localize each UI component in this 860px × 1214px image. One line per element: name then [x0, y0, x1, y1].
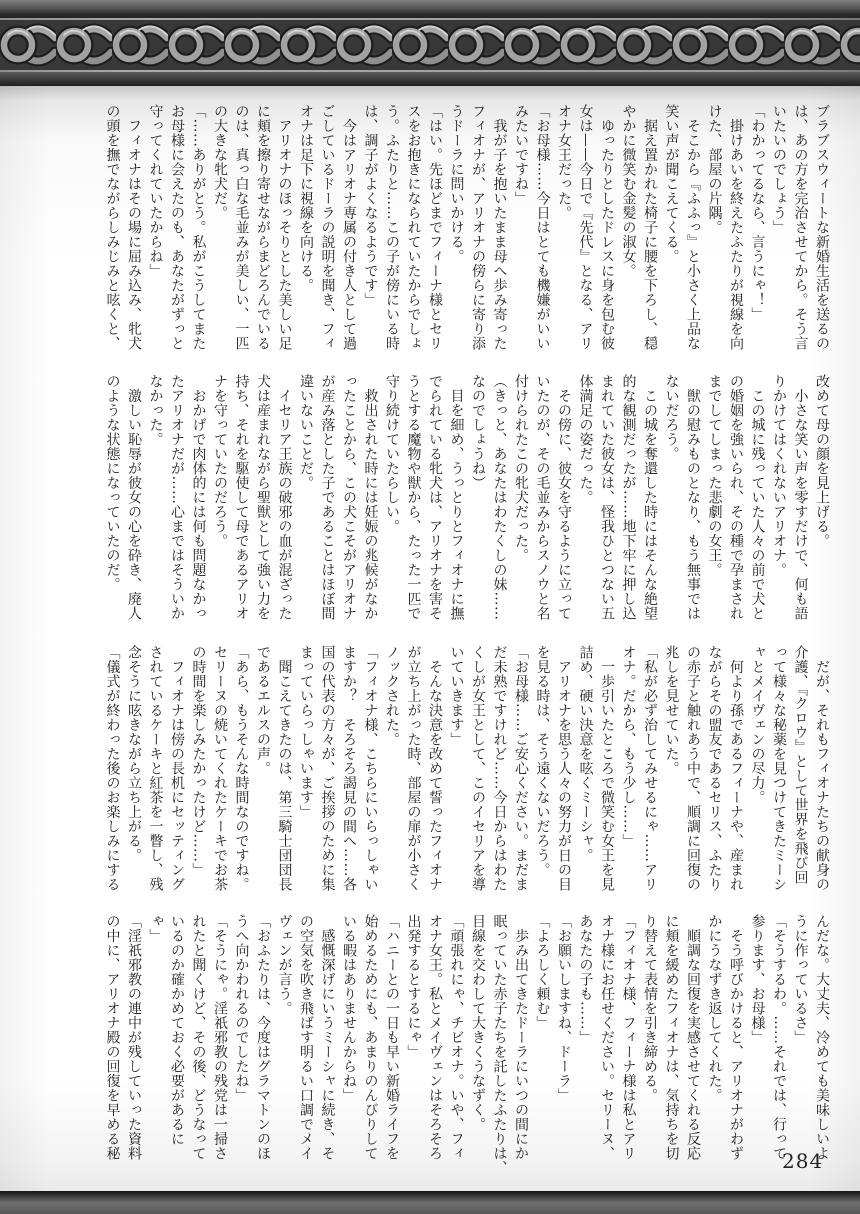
text-column: だ未熟ですけれど……今日からはわた [491, 645, 508, 892]
text-column: 目線を交わして大きくうなずく。 [470, 914, 486, 1132]
text-column: かにうなずき返してくれた。 [706, 914, 723, 1103]
text-column: ノックされた。 [384, 645, 400, 747]
text-column: 「お母様……今日はとても機嫌がいい [534, 104, 551, 351]
text-column: 違いないことだ。 [298, 374, 314, 490]
text-column: 「ハニーとの一日も早い新婚ライフを [384, 914, 400, 1161]
text-column: であるエルスの声。 [255, 645, 271, 776]
text-column: の時間を楽しみたかったけど……」 [190, 645, 207, 877]
text-column: オナ様にお任せください。セリーヌ、 [599, 914, 615, 1161]
text-column: みたいですね」 [513, 104, 529, 206]
text-column: あなたの子も……」 [577, 914, 594, 1045]
text-column: 守ってくれていたからね」 [147, 104, 164, 278]
text-column: って様々な秘薬を見つけてきたミーシ [771, 645, 787, 892]
text-column: うドーラに問いかける。 [448, 104, 465, 264]
text-column: だが、それもフィオナたちの献身の [814, 645, 830, 892]
text-column: ヴェンが言う。 [276, 914, 293, 1016]
text-column: 据え置かれた椅子に腰を下ろし、穏 [642, 104, 658, 351]
text-column: まれていた彼女は、怪我ひとつない五 [599, 374, 615, 621]
text-column: 「よろしく頼む」 [534, 914, 551, 1030]
text-column: 笑い声が聞こえてくる。 [663, 104, 680, 264]
text-column: ナを守っていたのだろう。 [212, 374, 228, 548]
knot-pattern-svg [0, 20, 860, 70]
text-column: 眠っていた赤子たちを託したふたりは、 [491, 914, 508, 1175]
text-column: は、調子がよくなるようです」 [362, 104, 379, 307]
text-column: フィオナが、アリオナの傍らに寄り添 [470, 104, 486, 351]
text-column: り替えて表情を引き締める。 [642, 914, 658, 1103]
text-column: に頬を緩めたフィオナは、気持ちを切 [663, 914, 680, 1161]
text-column: オナは足下に視線を向ける。 [298, 104, 314, 293]
text-column: 「そうにゃ。淫祇邪教の残党は一掃さ [212, 914, 228, 1161]
text-column: （きっと、あなたはわたくしの妹…… [491, 374, 508, 621]
text-column: ますか？ そろそろ謁見の間へ……各 [341, 645, 357, 892]
text-column: フィオナはその場に屈み込み、牝犬 [126, 104, 142, 351]
text-column: ゆったりとしたドレスに身を包む彼 [599, 104, 615, 351]
text-column: 「あら、もうそんな時間なのですね。 [233, 645, 250, 892]
text-column: の頭を撫でながらしみじみと呟くと、 [104, 104, 121, 351]
page-number: 284 [782, 1149, 824, 1173]
text-column: んだな。大丈夫、冷めても美味しいよ [814, 914, 830, 1161]
text-column: 「フィオナ様、フィーナ様は私とアリ [620, 914, 637, 1161]
text-column: ごしているドーラの説明を聞き、フィ [319, 104, 336, 351]
text-column: その傍に、彼女を守るように立って [556, 374, 572, 621]
text-column: 「私が必ず治してみせるにゃ……アリ [642, 645, 658, 892]
text-column: 掛けあいを終えたふたりが視線を向 [728, 104, 744, 351]
text-column: 一歩引いたところで微笑む女王を見 [599, 645, 615, 892]
text-column: う。ふたりと……この子が傍にいる時 [384, 104, 400, 351]
text-column: 介護、『クロウ』として世界を飛び回 [792, 645, 809, 885]
text-column: 守り続けていたらしい。 [384, 374, 400, 534]
text-column: の赤子と触れあう中で、順調に回復の [685, 645, 701, 892]
text-column: 目を細め、うっとりとフィオナに撫 [448, 374, 465, 621]
text-column: 「はい。先ほどまでフィーナ様とセリ [427, 104, 443, 351]
text-column: アリオナのほっそりとした美しい足 [276, 104, 293, 351]
text-column: ャとメイヴェンの尽力。 [749, 645, 766, 805]
text-column: 詰め、硬い決意を呟くミーシャ。 [577, 645, 594, 863]
text-column: 今はアリオナ専属の付き人として過 [341, 104, 357, 351]
text-column: 小さな笑い声を零すだけで、何も語 [792, 374, 809, 621]
text-column: 歩み出てきたドーラにいつの間にか [513, 914, 529, 1161]
text-column: うとする魔物や獣から、たった一匹で [405, 374, 422, 621]
text-column: 的な観測だったが……地下牢に押し込 [620, 374, 637, 621]
text-column: ゃ」 [147, 914, 164, 943]
text-column: 「おふたりは、今度はグラマトンのほ [255, 914, 271, 1161]
text-column: オナ。だから、もう少し……」 [620, 645, 637, 848]
text-column: いていきます」 [448, 645, 465, 747]
text-column: セリーヌの焼いてくれたケーキでお茶 [212, 645, 228, 892]
text-column: アリオナを思う人々の努力が日の目 [556, 645, 572, 892]
text-column: 救出された時には妊娠の兆候がなか [362, 374, 379, 621]
text-column: 我が子を抱いたまま母へ歩み寄った [491, 104, 508, 351]
text-column: 出発するとするにゃ」 [405, 914, 422, 1059]
text-column: そう呼びかけると、アリオナがわず [728, 914, 744, 1161]
text-column: オナ女王だった。 [556, 104, 572, 220]
text-column: の大きな牝犬だ。 [212, 104, 228, 220]
text-column: 「淫祇邪教の連中が残していった資料 [126, 914, 142, 1161]
text-column: この城に残っていた人々の前で犬と [749, 374, 766, 621]
text-column: 改めて母の顔を見上げる。 [814, 374, 830, 548]
text-column: 体満足の姿だった。 [577, 374, 594, 505]
text-column: いたのが、その毛並みからスノウと名 [534, 374, 551, 621]
top-border-lower-bevel [0, 72, 860, 86]
text-column: ながらその盟友であるセリス、ふたり [706, 645, 723, 892]
text-column: 獣の慰みものとなり、もう無事では [685, 374, 701, 621]
text-column: 「お母様……ご安心ください。まだま [513, 645, 529, 892]
text-column: 参ります、お母様」 [749, 914, 766, 1045]
text-column: を見る時は、そう遠くないだろう。 [534, 645, 551, 877]
text-column: そこから『ふふっ』と小さく上品な [685, 104, 701, 351]
text-column: ったことから、この犬こそがアリオナ [341, 374, 357, 621]
text-column: に頬を擦り寄せながらまどろんでいる [255, 104, 271, 351]
text-column: なのでしょうね） [470, 374, 486, 490]
text-column: いるのか確かめておく必要があるに [169, 914, 185, 1146]
text-band-1 [98, 104, 832, 356]
text-column: でられている牝犬は、アリオナを害そ [427, 374, 443, 621]
text-column: くしが女王として、このイセリアを導 [470, 645, 486, 892]
text-band-2 [98, 374, 832, 626]
text-column: までしてしまった悲劇の女王。 [706, 374, 723, 577]
text-column: の中に、アリオナ殿の回復を早める秘 [104, 914, 121, 1161]
text-column: は、あの方を完治させてから。そう言 [792, 104, 809, 351]
text-column: いたいのでしょう」 [771, 104, 787, 235]
text-column: 「わかってるなら、言うにゃ！」 [749, 104, 766, 322]
text-column: りかけてはくれないアリオナ。 [771, 374, 787, 577]
text-column: 国の代表の方々が、ご挨拶のために集 [319, 645, 336, 892]
text-column: やかに微笑む金髪の淑女。 [620, 104, 637, 278]
text-column: 「頑張れにゃ、チビオナ。いや、フィ [448, 914, 465, 1161]
text-column: されているケーキと紅茶を一瞥し、残 [147, 645, 164, 892]
text-column: れたと聞くけど、その後、どうなって [190, 914, 207, 1161]
text-column: お母様に会えたのも、あなたがずっと [169, 104, 185, 351]
text-column: のような状態になっていたのだ。 [104, 374, 121, 592]
text-column: 念そうに呟きながら立ち上がる。 [126, 645, 142, 863]
text-column: 聞こえてきたのは、第三騎士団団長 [276, 645, 293, 892]
ornamental-top-border [0, 0, 860, 86]
text-band-3 [98, 645, 832, 897]
text-column: うに作っているさ」 [792, 914, 809, 1045]
text-column: なかった。 [147, 374, 164, 447]
text-column: この城を奪還した時にはそんな絶望 [642, 374, 658, 621]
text-column: 持ち、それを駆使して母であるアリオ [233, 374, 250, 621]
celtic-knot-pattern [0, 20, 860, 70]
text-column: 付けられたこの牝犬だった。 [513, 374, 529, 563]
text-column: 女は——今日で『先代』となる、アリ [577, 104, 594, 351]
text-column: そんな決意を改めて誓ったフィオナ [427, 645, 443, 892]
text-column: 「……ありがとう。私がこうしてまた [190, 104, 207, 351]
text-column: の婚姻を強いられ、その種で孕まされ [728, 374, 744, 621]
text-column: の空気を吹き飛ばす明るい口調でメイ [298, 914, 314, 1161]
text-column: たアリオナだが……心まではそういか [169, 374, 185, 621]
text-column: いる暇はありませんからね」 [341, 914, 357, 1103]
text-column: オナ女王。私とメイヴェンはそろそろ [427, 914, 443, 1161]
text-column: が産み落とした子であることはほぼ間 [319, 374, 336, 621]
text-column: 何より孫であるフィーナや、産まれ [728, 645, 744, 892]
text-column: のは、真っ白な毛並みが美しい、一匹 [233, 104, 250, 351]
text-column: けた、部屋の片隅。 [706, 104, 723, 235]
text-column: 「フィオナ様、こちらにいらっしゃい [362, 645, 379, 892]
text-column: 兆しを見せていた。 [663, 645, 680, 776]
text-column: 始めるためにも、あまりのんびりして [362, 914, 379, 1161]
text-column: おかげで肉体的には何も問題なかっ [190, 374, 207, 621]
top-border-upper-bevel [0, 0, 860, 18]
text-column: ないだろう。 [663, 374, 680, 461]
ornamental-bottom-border [0, 1191, 860, 1214]
text-column: 「儀式が終わった後のお楽しみにする [104, 645, 121, 892]
text-column: まっていらっしゃいます」 [298, 645, 314, 819]
text-column: 「そうするわ。……それでは、行って [771, 914, 787, 1161]
text-column: うへ向かわれるのでしたね」 [233, 914, 250, 1103]
text-column: 「お願いしますね、ドーラ」 [556, 914, 572, 1103]
text-column: 激しい恥辱が彼女の心を砕き、廃人 [126, 374, 142, 621]
text-column: イセリア王族の破邪の血が混ざった [276, 374, 293, 621]
text-column: ブラブスウィートな新婚生活を送るの [814, 104, 830, 351]
text-column: フィオナは傍の長机にセッティング [169, 645, 185, 892]
text-column: 感慨深げにいうミーシャに続き、そ [319, 914, 336, 1161]
text-column: が立ち上がった時、部屋の扉が小さく [405, 645, 422, 892]
text-column: 順調な回復を実感させてくれる反応 [685, 914, 701, 1161]
text-column: 犬は産まれながら聖獣として強い力を [255, 374, 271, 621]
text-band-4 [98, 914, 832, 1175]
text-column: スをお抱きになられていたからでしょ [405, 104, 422, 351]
